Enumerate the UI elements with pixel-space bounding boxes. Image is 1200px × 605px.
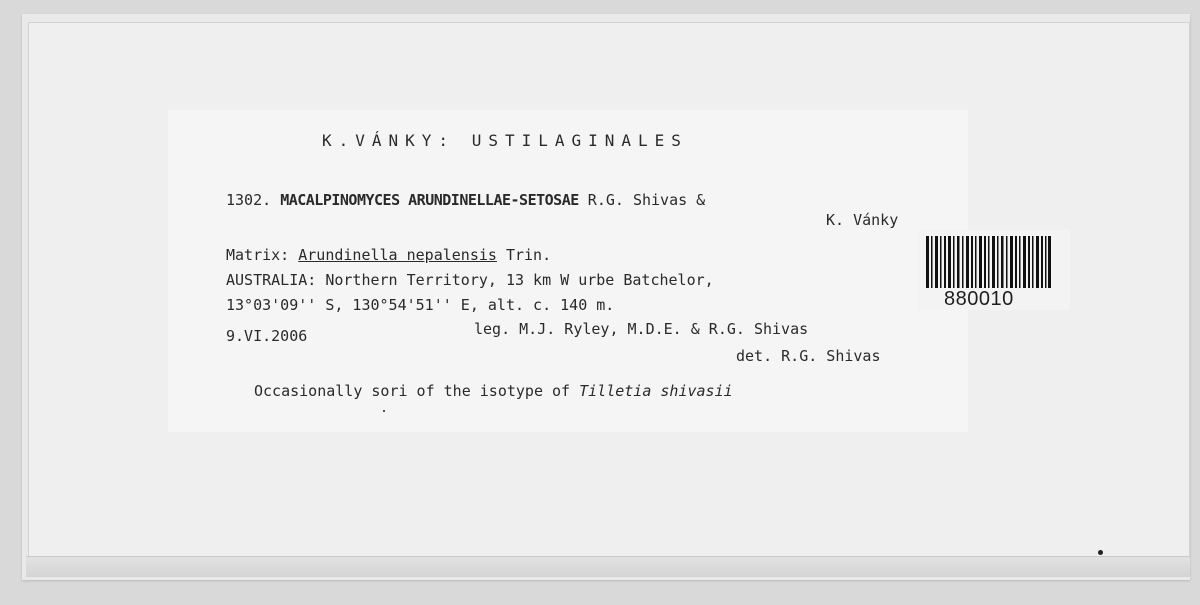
envelope-flap — [26, 556, 1190, 577]
barcode-bars — [926, 236, 1060, 288]
taxon-name: MACALPINOMYCES ARUNDINELLAE-SETOSAE — [280, 191, 579, 209]
locality-line-2: 13°03'09'' S, 130°54'51'' E, alt. c. 140 m. — [226, 296, 615, 314]
host-author: Trin. — [505, 246, 552, 264]
locality-line-1: AUSTRALIA: Northern Territory, 13 km W urbe Batchelor, — [226, 271, 714, 289]
note-line — [254, 384, 733, 399]
determiner: det. R.G. Shivas — [736, 347, 881, 365]
collection-date: 9.VI.2006 — [226, 327, 308, 345]
matrix-label: Matrix: — [226, 246, 290, 264]
note-text: Occasionally sori of the isotype of — [254, 382, 571, 400]
note-species: Tilletia shivasii — [579, 382, 733, 400]
matrix-line — [226, 248, 551, 263]
dust-speck — [383, 410, 385, 412]
dust-speck — [1098, 550, 1103, 555]
taxon-authors: R.G. Shivas & — [587, 191, 706, 209]
barcode-number: 880010 — [944, 288, 1014, 310]
taxon-authors-continued: K. Vánky — [826, 211, 899, 229]
entry-line — [226, 193, 705, 208]
collectors: leg. M.J. Ryley, M.D.E. & R.G. Shivas — [474, 320, 809, 338]
host-name: Arundinella nepalensis — [298, 246, 497, 264]
series-header: K.VÁNKY: USTILAGINALES — [322, 131, 688, 150]
entry-number: 1302. — [226, 191, 272, 209]
